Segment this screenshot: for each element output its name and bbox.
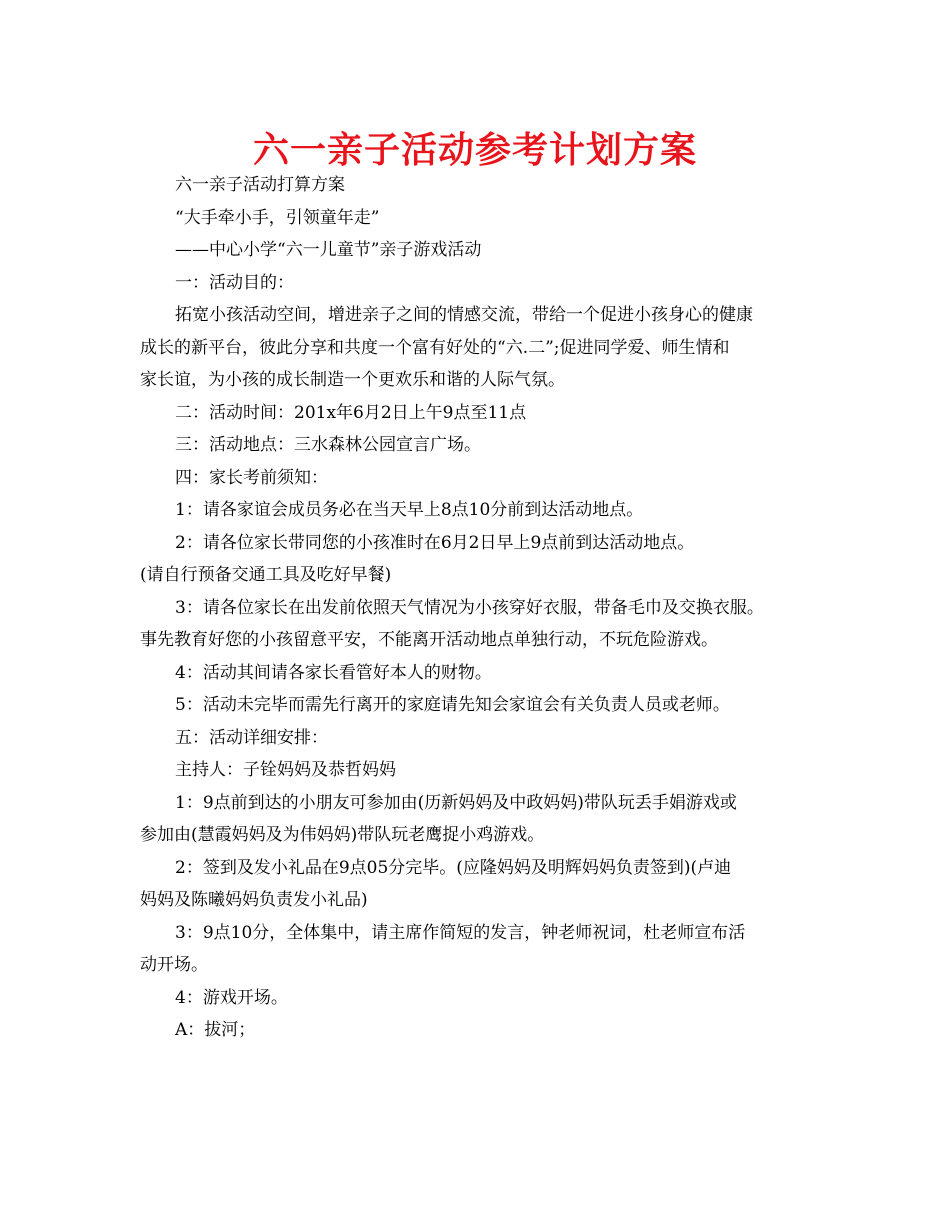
list-item: 3：9点10分，全体集中，请主席作简短的发言，钟老师祝词，杜老师宣布活 xyxy=(175,922,746,943)
paragraph-line: 六一亲子活动打算方案 xyxy=(175,175,345,195)
paragraph-line: 动开场。 xyxy=(140,955,208,975)
paragraph-line: 事先教育好您的小孩留意平安，不能离开活动地点单独行动，不玩危险游戏。 xyxy=(140,630,718,650)
paragraph-line: ——中心小学“六一儿童节”亲子游戏活动 xyxy=(175,240,482,260)
list-item: 2：签到及发小礼品在9点05分完毕。(应隆妈妈及明辉妈妈负责签到)(卢迪 xyxy=(175,857,732,878)
section-heading: 三：活动地点：三水森林公园宣言广场。 xyxy=(175,435,481,455)
paragraph-line: 主持人：子铨妈妈及恭哲妈妈 xyxy=(175,760,396,780)
section-heading: 四：家长考前须知： xyxy=(175,467,328,488)
paragraph-line: “大手牵小手，引领童年走” xyxy=(175,207,380,228)
paragraph-line: 家长谊，为小孩的成长制造一个更欢乐和谐的人际气氛。 xyxy=(140,370,565,390)
list-item: 4：活动其间请各家长看管好本人的财物。 xyxy=(175,662,492,683)
section-heading: 一：活动目的： xyxy=(175,272,294,293)
paragraph-line: 拓宽小孩活动空间，增进亲子之间的情感交流，带给一个促进小孩身心的健康 xyxy=(175,305,753,325)
paragraph-line: (请自行预备交通工具及吃好早餐) xyxy=(140,565,392,585)
list-item: 5：活动未完毕而需先行离开的家庭请先知会家谊会有关负责人员或老师。 xyxy=(175,695,730,715)
section-heading: 五：活动详细安排： xyxy=(175,727,328,748)
list-item: 1：请各家谊会成员务必在当天早上8点10分前到达活动地点。 xyxy=(175,500,644,520)
section-heading: 二：活动时间：201x年6月2日上午9点至11点 xyxy=(175,402,527,423)
paragraph-line: 妈妈及陈曦妈妈负责发小礼品) xyxy=(140,890,368,910)
list-item: A：拔河； xyxy=(175,1020,256,1040)
document-title: 六一亲子活动参考计划方案 xyxy=(252,130,697,171)
list-item: 2：请各位家长带同您的小孩准时在6月2日早上9点前到达活动地点。 xyxy=(175,532,695,553)
list-item: 1：9点前到达的小朋友可参加由(历新妈妈及中政妈妈)带队玩丢手娟游戏或 xyxy=(175,792,737,813)
document-body xyxy=(140,169,815,1047)
list-item: 4：游戏开场。 xyxy=(175,987,288,1008)
list-item: 3：请各位家长在出发前依照天气情况为小孩穿好衣服，带备毛巾及交换衣服。 xyxy=(175,597,764,618)
paragraph-line: 成长的新平台，彼此分享和共度一个富有好处的“六.二”;促进同学爱、师生情和 xyxy=(140,337,730,358)
paragraph-line: 参加由(慧霞妈妈及为伟妈妈)带队玩老鹰捉小鸡游戏。 xyxy=(140,825,545,845)
